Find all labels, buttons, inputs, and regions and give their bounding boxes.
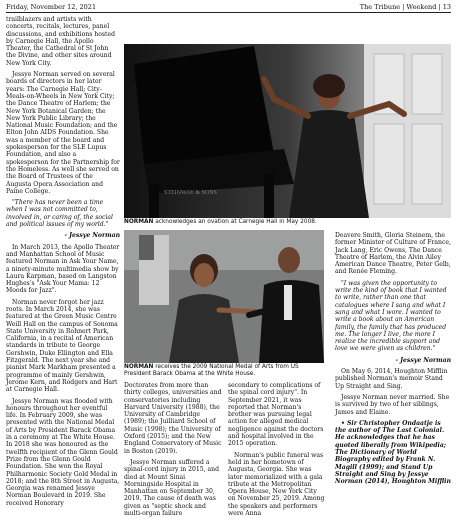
photo-caption (124, 364, 324, 378)
photo-carnegie-hall (124, 44, 451, 218)
paragraph: Deavere Smith, Gloria Steinem, the former Minister of Culture of France, Jack Lang, Eric Owens, The Dance Theatre of Harlem, the Alvin Ailey American Dance Theatre, Peter Gelb, and Renée Fleming. (335, 232, 451, 276)
photo-caption (124, 219, 451, 226)
paragraph: Norman never forgot her jazz roots. In March 2014, she was featured at the Green Music Centre Weill Hall on the campus of Sonoma State University in Rohnert Park, California, in a recital of American standards in tribute to George Gershwin, Duke Ellington and Ella Fitzgerald. The next year she and pianist Mark Markham presented a programme of mainly Gershwin, Jerome Kern, and Rodgers and Hart at Carnegie Hall. (6, 298, 118, 394)
paragraph: Doctorates from more than thirty colleges, universities and conservatories including Harvard University (1988), the University of Cambridge (1989); the Juilliard School of Music (1998); the University of Oxford (2015); and the New England Conservatory of Music in Boston (2019). (124, 382, 222, 455)
white-house-image (124, 230, 324, 363)
photo-white-house (124, 230, 324, 363)
carnegie-hall-image (124, 44, 451, 218)
author-credit: • Sir Christopher Ondaatje is the author of The Last Colonial. He acknowledges that he has quoted liberally from Wikipedia; The Dictionary of World Biography edited by Frank N. Magill (1999); and Stand Up Straight and Sing by Jessye Norman (2014), Houghton Mifflin (335, 419, 451, 486)
article-column-1 (6, 16, 120, 507)
paragraph: Jessye Norman never married. She is survived by two of her siblings, James and Elaine. (335, 393, 450, 416)
paragraph: Jessye Norman was flooded with honours throughout her eventful life. In February 2009, she was presented with the National Medal of Arts by President Barack Obama in a ceremony at The White House. In 2018 she was honoured as the twelfth recipient of the Glenn Gould Prize from the Glenn Gould Foundation. She won the Royal Philharmonic Society Gold Medal in 2018; and the 8th Street in Augusta, Georgia was renamed Jessye Norman Boulevard in 2019. She received Honorary (6, 397, 120, 507)
pull-quote: "There has never been a time when I was not committed to, involved in, or caring of, the social and political issues of my world." (6, 199, 113, 229)
article-column-2 (124, 382, 222, 521)
quote-attribution: - Jessye Norman (395, 356, 451, 364)
paragraph: Jessye Norman served on several boards of directors in her later years: The Carnegie Hall; City-Meals-on-Wheels in New York City; the Dance Theatre of Harlem; the New York Botanical Garden; the New York Public Library; the National Music Foundation; and the Elton John AIDS Foundation. She was a member of the board and spokesperson for the SLE Lupus Foundation, and also a spokesperson for the Partnership for the Homeless. As well she served on the Board of Trustees of the Augusta Opera Association and Paine College. (6, 71, 120, 195)
paragraph: Norman's public funeral was held in her hometown of Augusta, Georgia. She was later memorialized with a gala tribute at the Metropolitan Opera House, New York City on November 25, 2019. Among the speakers and performers were Anna (228, 451, 325, 518)
paragraph: Jessye Norman suffered a spinal-cord injury in 2015, and died at Mount Sinai Morningside Hospital in Manhattan on September 30, 2019. The cause of death was given as "septic shock and multi-organ failure (124, 458, 220, 518)
article-column-3 (228, 382, 326, 521)
header-section: The Tribune | Weekend | 13 (359, 3, 451, 11)
pull-quote: "I was given the opportunity to write the kind of book that I wanted to write, rather than one that catalogues where I sang and what I sang and what I wore. I wanted to write a book about an American family, the family that has produced me. The longer I live, the more I realize the incredible support and love we were given as children." (335, 279, 447, 353)
article-column-4 (335, 232, 451, 490)
paragraph: On May 6, 2014, Houghton Mifflin published Norman's memoir Stand Up Straight and Sing. (335, 368, 448, 390)
svg-text:STEINWAY & SONS: STEINWAY & SONS (164, 190, 217, 196)
paragraph: trailblazers and artists with concerts, recitals, lectures, panel discussions, and exhibitions hosted by Carnegie Hall, the Apollo Theater, the Cathedral of St John the Divine, and other sites around New York City. (6, 16, 116, 67)
paragraph: In March 2013, the Apollo Theater and Manhattan School of Music featured Norman in Ask Your Name, a ninety-minute multimedia show by Laura Karpman, based on Langston Hughes's "Ask Your Mama: 12 Moods for Jazz". (6, 243, 120, 295)
paragraph: secondary to complications of the spinal cord injury". In September 2021, it was reported that Norman's brother was pursuing legal action for alleged medical negligence against the doctors and hospital involved in the 2015 operation. (228, 382, 324, 448)
caption-name: NORMAN (124, 364, 154, 370)
caption-text: acknowledges an ovation at Carnegie Hall in May 2008. (153, 219, 317, 225)
caption-text: receives the 2009 National Medal of Arts from US President Barack Obama at the White House. (124, 364, 299, 377)
page-header (6, 2, 451, 13)
header-date: Friday, November 12, 2021 (6, 3, 97, 11)
caption-name: NORMAN (124, 219, 154, 225)
quote-attribution: - Jessye Norman (64, 232, 120, 240)
